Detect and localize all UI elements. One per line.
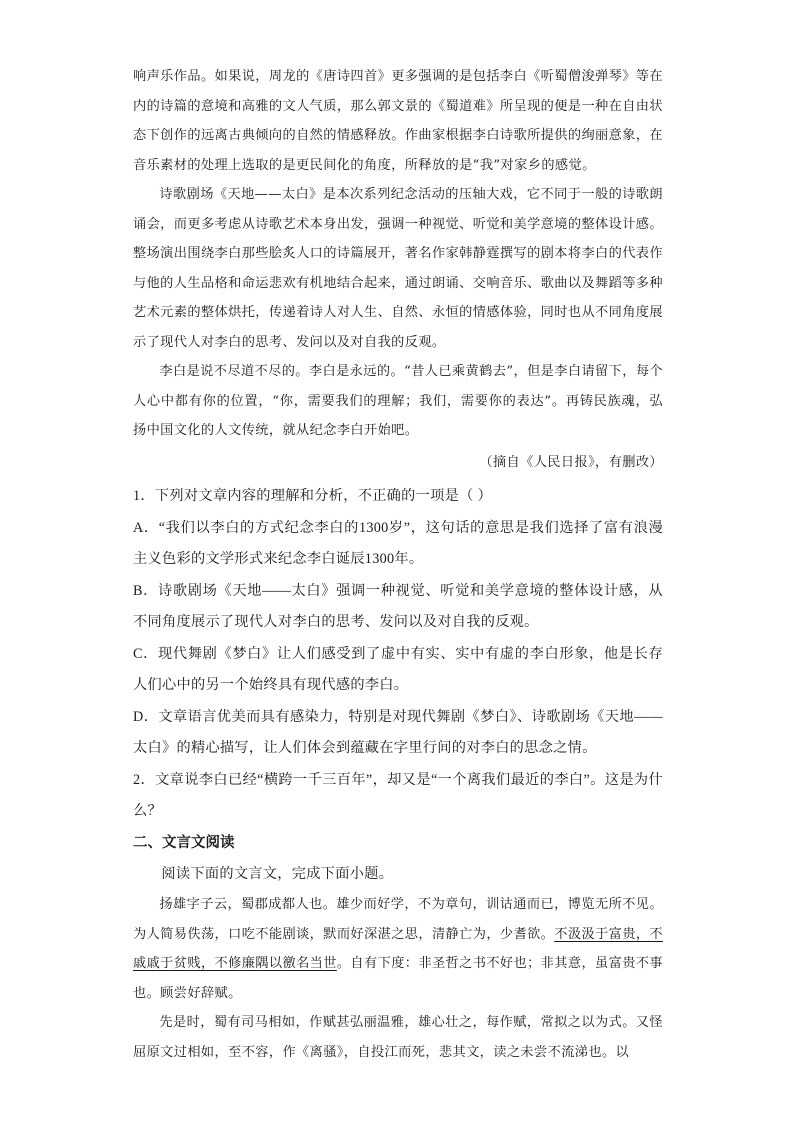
question-1-option-c: C．现代舞剧《梦白》让人们感受到了虚中有实、实中有虚的李白形象，他是长存人们心中的另一个始终具有现代感的李白。	[133, 645, 663, 693]
question-1-option-b: B．诗歌剧场《天地——太白》强调一种视觉、听觉和美学意境的整体设计感，从不同角度展示了现代人对李白的思考、发问以及对自我的反观。	[133, 582, 663, 630]
passage-source: （摘自《人民日报》，有删改）	[479, 454, 663, 470]
question-2: 2．文章说李白已经“横跨一千三百年”，却又是“一个离我们最近的李白”。这是为什么？	[133, 771, 663, 819]
classical-paragraph-1	[133, 890, 663, 1008]
passage-paragraph-1: 响声乐作品。如果说，周龙的《唐诗四首》更多强调的是包括李白《听蜀僧浚弹琴》等在内的诗篇的意境和高雅的文人气质，那么郭文景的《蜀道难》所呈现的便是一种在自由状态下创作的远离古典倾向的自然的情感释放。作曲家根据李白诗歌所提供的绚丽意象，在音乐素材的处理上选取的是更民间化的角度，所释放的是“我”对家乡的感觉。	[133, 69, 663, 173]
section-heading: 二、文言文阅读	[133, 834, 235, 851]
question-1-option-d: D．文章语言优美而具有感染力，特别是对现代舞剧《梦白》、诗歌剧场《天地——太白》的精心描写，让人们体会到蕴藏在字里行间的对李白的思念之情。	[133, 708, 663, 756]
passage-paragraph-3: 李白是说不尽道不尽的。李白是永远的。“昔人已乘黄鹤去”，但是李白请留下，每个人心中都有你的位置，“你，需要我们的理解；我们，需要你的表达”。再铸民族魂，弘扬中国文化的人文传统，就从纪念李白开始吧。	[133, 364, 663, 438]
page-content	[133, 62, 663, 1067]
section-instruction: 阅读下面的文言文，完成下面小题。	[161, 865, 394, 882]
classical-text: 扬雄字子云，蜀郡成都人也。雄少而好学，不为章句，训诂通而已，博览无所不见。为人简易佚荡，口吃不能剧谈，默而好深湛之思，清静亡为，少耆欲。	[133, 897, 663, 942]
passage-paragraph-2: 诗歌剧场《天地——太白》是本次系列纪念活动的压轴大戏，它不同于一般的诗歌朗诵会，而更多考虑从诗歌艺术本身出发，强调一种视觉、听觉和美学意境的整体设计感。整场演出围绕李白那些脍炙人口的诗篇展开，著名作家韩静霆撰写的剧本将李白的代表作与他的人生品格和命运悲欢有机地结合起来，通过朗诵、交响音乐、歌曲以及舞蹈等多种艺术元素的整体烘托，传递着诗人对人生、自然、永恒的情感体验，同时也从不同角度展示了现代人对李白的思考、发问以及对自我的反观。	[133, 187, 663, 350]
classical-text: 。自有下度：非圣哲之书不好也；非其意，虽富贵不事也。顾尝好辞赋。	[133, 956, 663, 1001]
underlined-sentence: 不汲汲于富贵，不戚戚于贫贱，不修廉隅以徼名当世	[133, 926, 663, 971]
question-1-option-a: A．“我们以李白的方式纪念李白的1300岁”，这句话的意思是我们选择了富有浪漫主义色彩的文学形式来纪念李白诞辰1300年。	[133, 519, 663, 567]
classical-paragraph-2: 先是时，蜀有司马相如，作赋甚弘丽温雅，雄心壮之，每作赋，常拟之以为式。又怪屈原文过相如，至不容，作《离骚》，自投江而死，悲其文，读之未尝不流涕也。以	[133, 1015, 663, 1060]
question-1-stem: 1．下列对文章内容的理解和分析，不正确的一项是（ ）	[133, 488, 492, 504]
